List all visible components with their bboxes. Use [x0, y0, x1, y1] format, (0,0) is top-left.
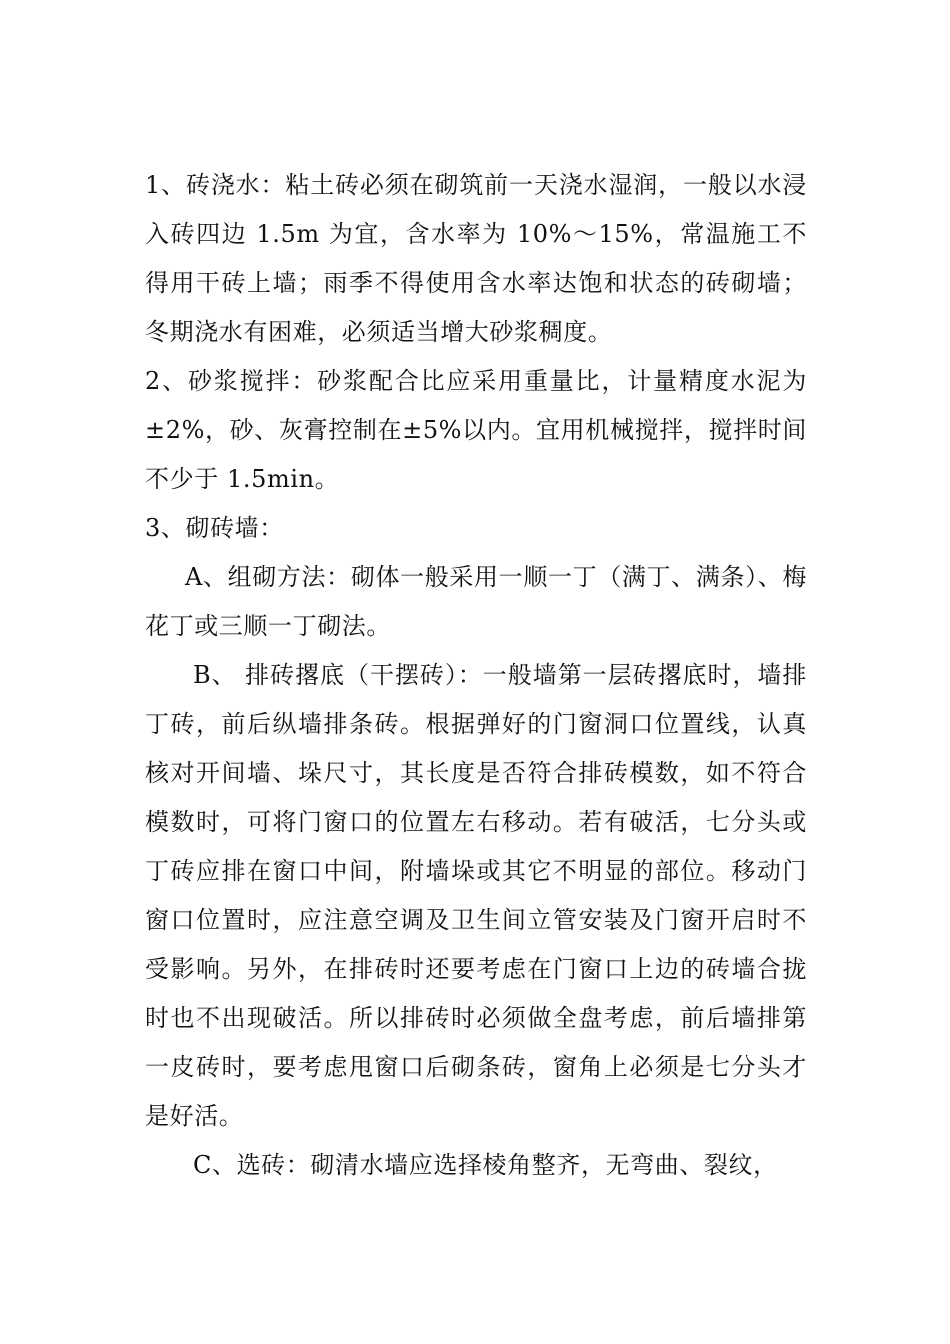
- paragraph-brick-selection: C、选砖：砌清水墙应选择棱角整齐，无弯曲、裂纹，: [193, 1151, 778, 1179]
- paragraph-bonding-method: A、组砌方法：砌体一般采用一顺一丁（满丁、满条）、梅花丁或三顺一丁砌法。: [145, 563, 807, 640]
- document-body: [145, 161, 807, 1190]
- paragraph-dry-laying: B、 排砖撂底（干摆砖）：一般墙第一层砖撂底时，墙排丁砖，前后纵墙排条砖。根据弹好的门窗洞口位置线，认真核对开间墙、垛尺寸，其长度是否符合排砖模数，如不符合模数时，可将门窗口的位置左右移动。若有破活，七分头或丁砖应排在窗口中间，附墙垛或其它不明显的部位。移动门窗口位置时，应注意空调及卫生间立管安装及门窗开启时不受影响。另外，在排砖时还要考虑在门窗口上边的砖墙合拢时也不出现破活。所以排砖时必须做全盘考虑，前后墙排第一皮砖时，要考虑甩窗口后砌条砖，窗角上必须是七分头才是好活。: [145, 661, 807, 1130]
- paragraph-brick-watering: 1、砖浇水：粘土砖必须在砌筑前一天浇水湿润，一般以水浸入砖四边 1.5m 为宜，含水率为 10%～15%，常温施工不得用干砖上墙；雨季不得使用含水率达饱和状态的砖砌墙；冬期浇水有困难，必须适当增大砂浆稠度。: [145, 171, 807, 346]
- paragraph-mortar-mixing: 2、砂浆搅拌：砂浆配合比应采用重量比，计量精度水泥为±2%，砂、灰膏控制在±5%以内。宜用机械搅拌，搅拌时间不少于 1.5min。: [145, 367, 807, 493]
- paragraph-brick-wall-heading: 3、砌砖墙：: [145, 514, 284, 542]
